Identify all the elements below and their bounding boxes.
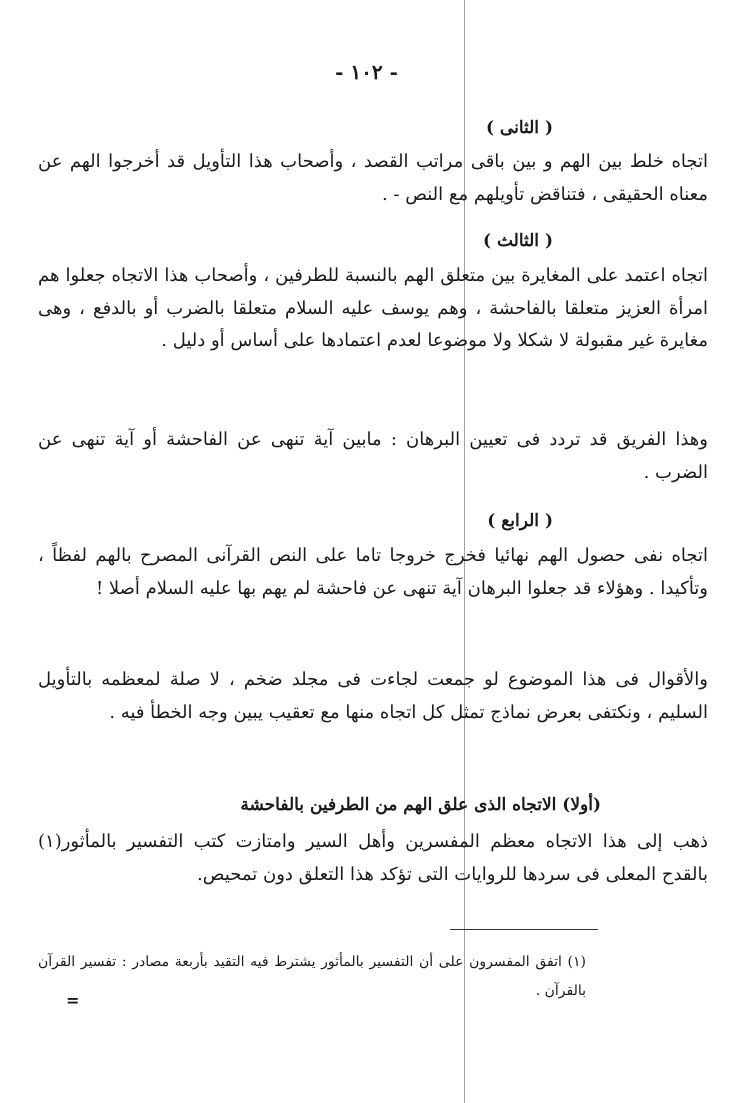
footnote-continuation-mark: = bbox=[66, 991, 80, 1010]
footnote-separator bbox=[450, 929, 598, 930]
heading-second: ( الثانى ) bbox=[485, 118, 553, 138]
footnote: (١) اتفق المفسرون على أن التفسير بالمأثور يشترط فيه التقيد بأربعة مصادر : تفسير القرآن بالقرآن . bbox=[38, 954, 586, 999]
paragraph-second: اتجاه خلط بين الهم و بين باقى مراتب القصد ، وأصحاب هذا التأويل قد أخرجوا الهم عن معناه الحقيقى ، فتناقض تأويلهم مع النص - . bbox=[38, 151, 708, 205]
paragraph-first-trend: ذهب إلى هذا الاتجاه معظم المفسرين وأهل السير وامتازت كتب التفسير بالمأثور(١) بالقدح المعلى فى سردها للروايات التى تؤكد هذا التعلق دون تمحيص. bbox=[38, 831, 708, 885]
heading-third: ( الثالث ) bbox=[482, 231, 553, 251]
heading-first-trend: (أولا) الاتجاه الذى علق الهم من الطرفين بالفاحشة bbox=[240, 795, 601, 815]
paragraph-summary: والأقوال فى هذا الموضوع لو جمعت لجاءت فى مجلد ضخم ، لا صلة لمعظمه بالتأويل السليم ، ونكتفى بعرض نماذج تمثل كل اتجاه منها مع تعقيب يبين وجه الخطأ فيه . bbox=[38, 669, 708, 723]
paragraph-fourth: اتجاه نفى حصول الهم نهائيا فخرج خروجا تاما على النص القرآنى المصرح بالهم لفظاً ، وتأكيدا . وهؤلاء قد جعلوا البرهان آية تنهى عن فاحشة لم يهم بها عليه السلام أصلا ! bbox=[38, 545, 708, 599]
paragraph-third: اتجاه اعتمد على المغايرة بين متعلق الهم بالنسبة للطرفين ، وأصحاب هذا الاتجاه جعلوا هم امرأة العزيز متعلقا بالفاحشة ، وهم يوسف عليه السلام متعلقا بالضرب أو بالدفع ، وهى مغايرة غير مقبولة لا شكلا ولا موضوعا لعدم اعتمادها على أساس أو دليل . bbox=[38, 265, 708, 351]
paragraph-third-note: وهذا الفريق قد تردد فى تعيين البرهان : مابين آية تنهى عن الفاحشة أو آية تنهى عن الضرب . bbox=[38, 429, 708, 483]
page-number: - ١٠٢ - bbox=[335, 60, 398, 84]
heading-fourth: ( الرابع ) bbox=[487, 511, 553, 531]
